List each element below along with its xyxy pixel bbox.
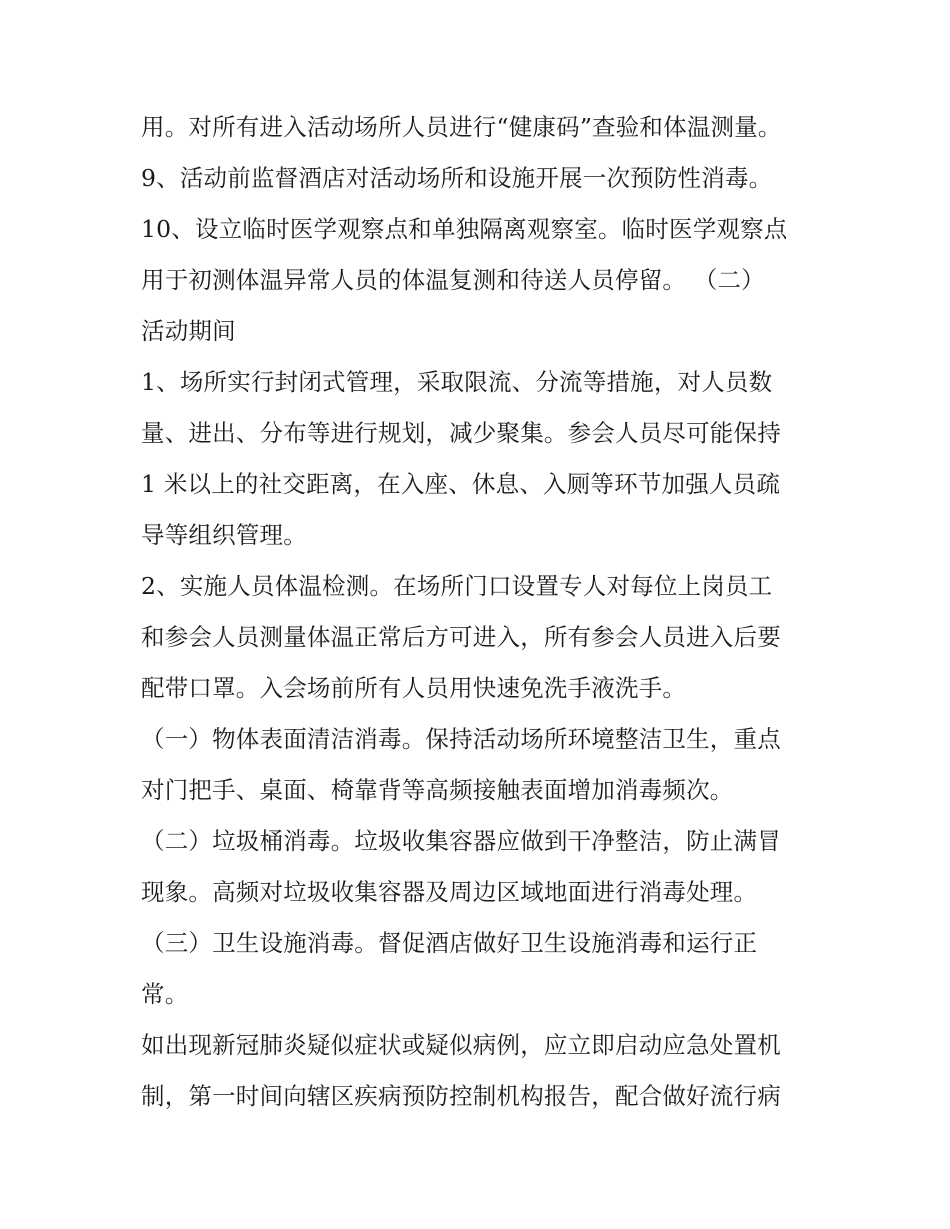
text-line: （一）物体表面清洁消毒。保持活动场所环境整洁卫生，重点 bbox=[141, 725, 781, 753]
text-line: 导等组织管理。 bbox=[141, 521, 307, 549]
text-line: 用。对所有进入活动场所人员进行“健康码”查验和体温测量。 bbox=[141, 113, 782, 141]
text-line: 9、活动前监督酒店对活动场所和设施开展一次预防性消毒。 bbox=[141, 164, 773, 192]
text-line: 现象。高频对垃圾收集容器及周边区域地面进行消毒处理。 bbox=[141, 878, 758, 906]
text-line: 量、进出、分布等进行规划，减少聚集。参会人员尽可能保持 bbox=[141, 419, 781, 447]
text-line: 1 米以上的社交距离，在入座、休息、入厕等环节加强人员疏 bbox=[141, 470, 781, 498]
text-line: 和参会人员测量体温正常后方可进入，所有参会人员进入后要 bbox=[141, 623, 781, 651]
text-line: 对门把手、桌面、椅靠背等高频接触表面增加消毒频次。 bbox=[141, 776, 734, 804]
text-line: 如出现新冠肺炎疑似症状或疑似病例，应立即启动应急处置机 bbox=[141, 1031, 781, 1059]
text-line: 配带口罩。入会场前所有人员用快速免洗手液洗手。 bbox=[141, 674, 687, 702]
text-line: 2、实施人员体温检测。在场所门口设置专人对每位上岗员工 bbox=[141, 572, 773, 600]
text-line: 10、设立临时医学观察点和单独隔离观察室。临时医学观察点 bbox=[141, 215, 788, 243]
text-line: （三）卫生设施消毒。督促酒店做好卫生设施消毒和运行正 bbox=[141, 929, 758, 957]
section-heading: 活动期间 bbox=[141, 317, 236, 345]
text-line: 制，第一时间向辖区疾病预防控制机构报告，配合做好流行病 bbox=[141, 1082, 781, 1110]
text-line: 用于初测体温异常人员的体温复测和待送人员停留。 （二） bbox=[141, 266, 765, 294]
text-line: 1、场所实行封闭式管理，采取限流、分流等措施，对人员数 bbox=[141, 368, 773, 396]
text-line: 常。 bbox=[141, 980, 189, 1008]
text-line: （二）垃圾桶消毒。垃圾收集容器应做到干净整洁，防止满冒 bbox=[141, 827, 781, 855]
document-body bbox=[141, 102, 821, 1122]
